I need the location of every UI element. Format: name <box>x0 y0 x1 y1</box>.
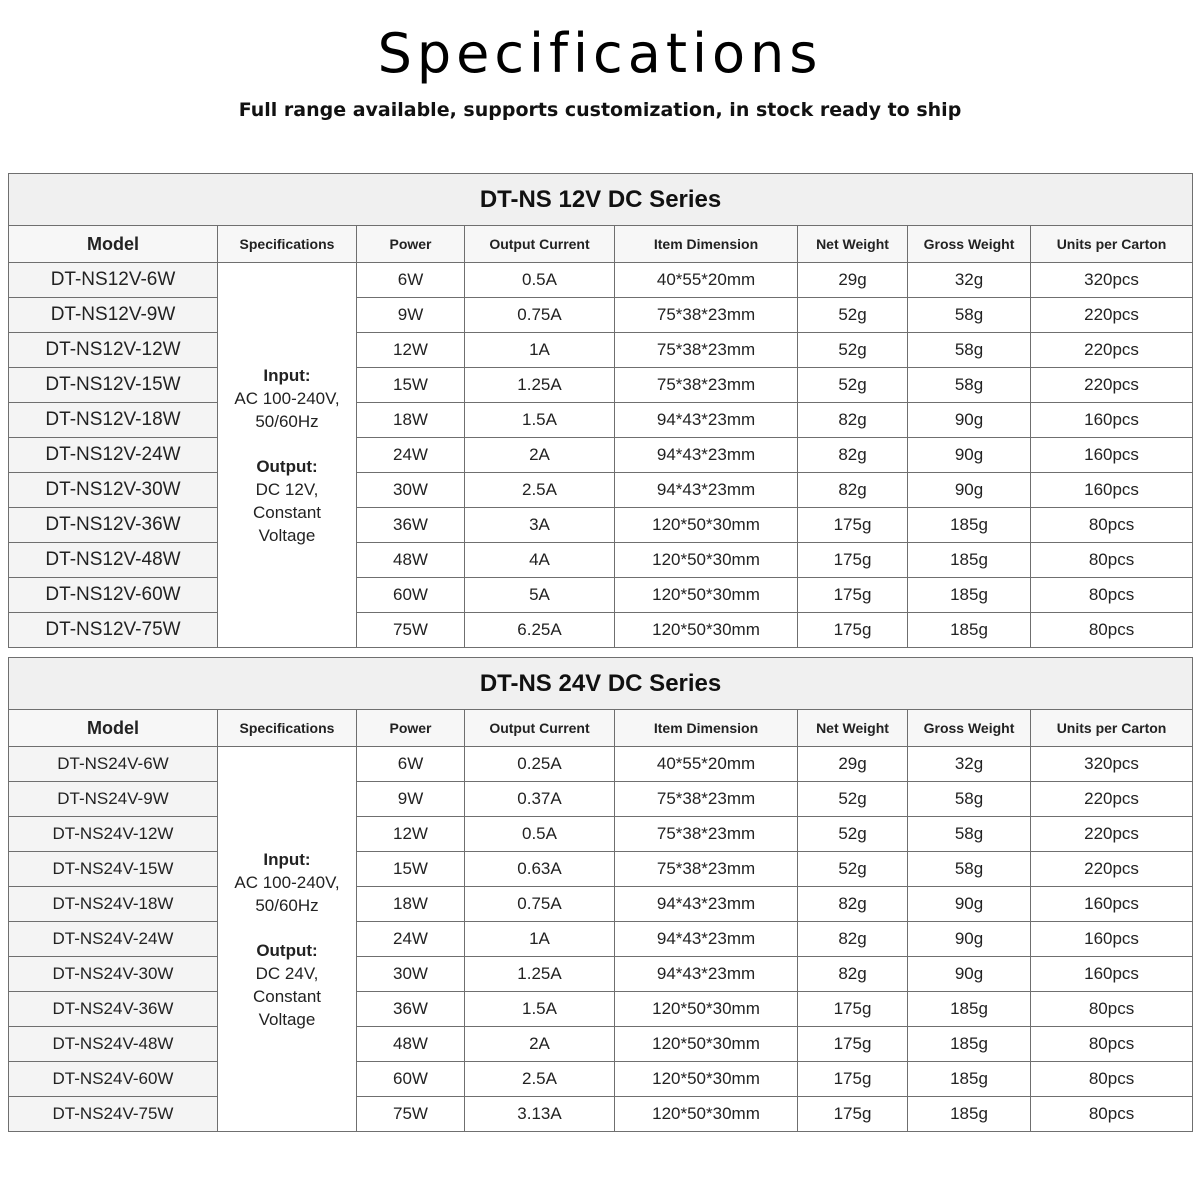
series-table-12v <box>8 173 1193 648</box>
cell-item-dimension: 120*50*30mm <box>615 1062 798 1097</box>
cell-model: DT-NS24V-18W <box>9 887 218 922</box>
header-item-dimension: Item Dimension <box>615 226 798 263</box>
specifications-cell <box>218 263 357 648</box>
header-power: Power <box>357 226 465 263</box>
header-specifications: Specifications <box>218 226 357 263</box>
cell-net-weight: 175g <box>798 543 908 578</box>
cell-gross-weight: 58g <box>908 782 1031 817</box>
cell-item-dimension: 94*43*23mm <box>615 957 798 992</box>
cell-output-current: 2A <box>465 438 615 473</box>
table-row <box>9 922 1193 957</box>
cell-model: DT-NS24V-12W <box>9 817 218 852</box>
cell-power: 12W <box>357 817 465 852</box>
cell-item-dimension: 120*50*30mm <box>615 613 798 648</box>
cell-item-dimension: 75*38*23mm <box>615 368 798 403</box>
cell-output-current: 3A <box>465 508 615 543</box>
cell-units-per-carton: 80pcs <box>1031 1097 1193 1132</box>
cell-item-dimension: 75*38*23mm <box>615 333 798 368</box>
cell-net-weight: 82g <box>798 957 908 992</box>
cell-units-per-carton: 160pcs <box>1031 473 1193 508</box>
cell-output-current: 1.5A <box>465 992 615 1027</box>
cell-gross-weight: 58g <box>908 368 1031 403</box>
cell-item-dimension: 40*55*20mm <box>615 263 798 298</box>
cell-net-weight: 175g <box>798 578 908 613</box>
cell-output-current: 3.13A <box>465 1097 615 1132</box>
table-row <box>9 1027 1193 1062</box>
cell-item-dimension: 75*38*23mm <box>615 782 798 817</box>
cell-model: DT-NS12V-9W <box>9 298 218 333</box>
cell-output-current: 1A <box>465 922 615 957</box>
cell-net-weight: 175g <box>798 992 908 1027</box>
header-gross-weight: Gross Weight <box>908 710 1031 747</box>
cell-item-dimension: 120*50*30mm <box>615 508 798 543</box>
cell-power: 60W <box>357 1062 465 1097</box>
cell-model: DT-NS12V-12W <box>9 333 218 368</box>
table-row <box>9 473 1193 508</box>
cell-item-dimension: 94*43*23mm <box>615 922 798 957</box>
cell-net-weight: 82g <box>798 438 908 473</box>
series-title: DT-NS 24V DC Series <box>9 658 1193 710</box>
header-net-weight: Net Weight <box>798 710 908 747</box>
output-line: Constant <box>252 986 322 1006</box>
cell-output-current: 0.25A <box>465 747 615 782</box>
cell-power: 6W <box>357 747 465 782</box>
header-power: Power <box>357 710 465 747</box>
specifications-cell <box>218 747 357 1132</box>
header-net-weight: Net Weight <box>798 226 908 263</box>
cell-power: 48W <box>357 543 465 578</box>
cell-power: 48W <box>357 1027 465 1062</box>
header-model: Model <box>9 710 218 747</box>
table-row <box>9 782 1193 817</box>
cell-model: DT-NS12V-18W <box>9 403 218 438</box>
cell-net-weight: 175g <box>798 1027 908 1062</box>
cell-output-current: 0.63A <box>465 852 615 887</box>
cell-power: 60W <box>357 578 465 613</box>
cell-units-per-carton: 220pcs <box>1031 817 1193 852</box>
cell-model: DT-NS24V-75W <box>9 1097 218 1132</box>
header-gross-weight: Gross Weight <box>908 226 1031 263</box>
cell-model: DT-NS12V-6W <box>9 263 218 298</box>
cell-net-weight: 175g <box>798 613 908 648</box>
input-line: AC 100-240V, <box>234 872 340 892</box>
cell-item-dimension: 75*38*23mm <box>615 817 798 852</box>
cell-gross-weight: 90g <box>908 438 1031 473</box>
cell-gross-weight: 185g <box>908 1062 1031 1097</box>
table-row <box>9 403 1193 438</box>
cell-model: DT-NS12V-60W <box>9 578 218 613</box>
header-output-current: Output Current <box>465 226 615 263</box>
cell-units-per-carton: 220pcs <box>1031 298 1193 333</box>
input-line: 50/60Hz <box>255 411 319 431</box>
output-line: Voltage <box>258 1009 316 1029</box>
cell-output-current: 4A <box>465 543 615 578</box>
header-units-per-carton: Units per Carton <box>1031 226 1193 263</box>
output-label: Output: <box>256 940 318 960</box>
cell-power: 6W <box>357 263 465 298</box>
cell-item-dimension: 120*50*30mm <box>615 1097 798 1132</box>
cell-units-per-carton: 220pcs <box>1031 333 1193 368</box>
cell-net-weight: 52g <box>798 817 908 852</box>
cell-output-current: 2.5A <box>465 473 615 508</box>
cell-net-weight: 175g <box>798 1062 908 1097</box>
cell-net-weight: 52g <box>798 333 908 368</box>
cell-gross-weight: 90g <box>908 922 1031 957</box>
cell-gross-weight: 58g <box>908 333 1031 368</box>
cell-power: 30W <box>357 957 465 992</box>
cell-item-dimension: 75*38*23mm <box>615 852 798 887</box>
cell-units-per-carton: 80pcs <box>1031 543 1193 578</box>
cell-power: 9W <box>357 298 465 333</box>
cell-power: 24W <box>357 438 465 473</box>
cell-net-weight: 175g <box>798 1097 908 1132</box>
cell-units-per-carton: 160pcs <box>1031 403 1193 438</box>
cell-units-per-carton: 320pcs <box>1031 747 1193 782</box>
spec-spacer <box>218 433 356 455</box>
table-row <box>9 747 1193 782</box>
cell-model: DT-NS24V-15W <box>9 852 218 887</box>
cell-units-per-carton: 160pcs <box>1031 438 1193 473</box>
cell-power: 75W <box>357 1097 465 1132</box>
cell-power: 30W <box>357 473 465 508</box>
cell-item-dimension: 120*50*30mm <box>615 992 798 1027</box>
cell-model: DT-NS24V-48W <box>9 1027 218 1062</box>
cell-units-per-carton: 80pcs <box>1031 613 1193 648</box>
header-row <box>9 226 1193 263</box>
output-label: Output: <box>256 456 318 476</box>
cell-power: 9W <box>357 782 465 817</box>
cell-output-current: 6.25A <box>465 613 615 648</box>
header-item-dimension: Item Dimension <box>615 710 798 747</box>
cell-net-weight: 175g <box>798 508 908 543</box>
table-row <box>9 263 1193 298</box>
cell-output-current: 1A <box>465 333 615 368</box>
cell-units-per-carton: 80pcs <box>1031 508 1193 543</box>
table-row <box>9 1062 1193 1097</box>
cell-output-current: 0.5A <box>465 817 615 852</box>
cell-item-dimension: 120*50*30mm <box>615 1027 798 1062</box>
cell-net-weight: 52g <box>798 782 908 817</box>
cell-net-weight: 52g <box>798 298 908 333</box>
cell-item-dimension: 94*43*23mm <box>615 473 798 508</box>
output-line: Voltage <box>258 525 316 545</box>
input-label: Input: <box>263 365 311 385</box>
cell-gross-weight: 58g <box>908 817 1031 852</box>
cell-gross-weight: 185g <box>908 992 1031 1027</box>
cell-item-dimension: 94*43*23mm <box>615 887 798 922</box>
cell-model: DT-NS24V-6W <box>9 747 218 782</box>
page-subtitle: Full range available, supports customization, in stock ready to ship <box>238 99 962 121</box>
cell-gross-weight: 185g <box>908 508 1031 543</box>
cell-model: DT-NS24V-9W <box>9 782 218 817</box>
cell-net-weight: 82g <box>798 887 908 922</box>
cell-model: DT-NS24V-60W <box>9 1062 218 1097</box>
cell-model: DT-NS24V-24W <box>9 922 218 957</box>
header-model: Model <box>9 226 218 263</box>
cell-units-per-carton: 160pcs <box>1031 887 1193 922</box>
table-row <box>9 543 1193 578</box>
input-line: AC 100-240V, <box>234 388 340 408</box>
cell-gross-weight: 90g <box>908 473 1031 508</box>
cell-output-current: 0.75A <box>465 298 615 333</box>
cell-units-per-carton: 220pcs <box>1031 782 1193 817</box>
table-row <box>9 613 1193 648</box>
header-output-current: Output Current <box>465 710 615 747</box>
cell-gross-weight: 32g <box>908 747 1031 782</box>
cell-gross-weight: 185g <box>908 578 1031 613</box>
cell-model: DT-NS12V-30W <box>9 473 218 508</box>
cell-model: DT-NS12V-15W <box>9 368 218 403</box>
cell-units-per-carton: 160pcs <box>1031 957 1193 992</box>
table-row <box>9 817 1193 852</box>
cell-gross-weight: 185g <box>908 1027 1031 1062</box>
table-row <box>9 887 1193 922</box>
page-title: Specifications <box>377 22 823 85</box>
cell-model: DT-NS12V-75W <box>9 613 218 648</box>
cell-net-weight: 82g <box>798 922 908 957</box>
cell-output-current: 0.75A <box>465 887 615 922</box>
cell-power: 15W <box>357 368 465 403</box>
cell-gross-weight: 185g <box>908 613 1031 648</box>
cell-units-per-carton: 220pcs <box>1031 368 1193 403</box>
table-row <box>9 368 1193 403</box>
table-row <box>9 298 1193 333</box>
cell-units-per-carton: 160pcs <box>1031 922 1193 957</box>
cell-power: 18W <box>357 403 465 438</box>
series-title: DT-NS 12V DC Series <box>9 174 1193 226</box>
cell-model: DT-NS12V-24W <box>9 438 218 473</box>
table-row <box>9 438 1193 473</box>
table-row <box>9 578 1193 613</box>
cell-net-weight: 52g <box>798 852 908 887</box>
cell-item-dimension: 94*43*23mm <box>615 438 798 473</box>
cell-model: DT-NS24V-36W <box>9 992 218 1027</box>
cell-units-per-carton: 80pcs <box>1031 578 1193 613</box>
cell-item-dimension: 94*43*23mm <box>615 403 798 438</box>
output-line: DC 12V, <box>255 479 319 499</box>
cell-gross-weight: 32g <box>908 263 1031 298</box>
cell-units-per-carton: 80pcs <box>1031 1062 1193 1097</box>
cell-power: 18W <box>357 887 465 922</box>
header-units-per-carton: Units per Carton <box>1031 710 1193 747</box>
cell-net-weight: 82g <box>798 403 908 438</box>
header-row <box>9 710 1193 747</box>
cell-gross-weight: 58g <box>908 298 1031 333</box>
cell-net-weight: 29g <box>798 747 908 782</box>
cell-item-dimension: 120*50*30mm <box>615 543 798 578</box>
cell-output-current: 0.5A <box>465 263 615 298</box>
table-row <box>9 957 1193 992</box>
spec-spacer <box>218 917 356 939</box>
table-row <box>9 852 1193 887</box>
output-line: Constant <box>252 502 322 522</box>
cell-output-current: 2A <box>465 1027 615 1062</box>
cell-output-current: 1.25A <box>465 957 615 992</box>
cell-item-dimension: 40*55*20mm <box>615 747 798 782</box>
input-line: 50/60Hz <box>255 895 319 915</box>
cell-power: 75W <box>357 613 465 648</box>
cell-item-dimension: 120*50*30mm <box>615 578 798 613</box>
cell-gross-weight: 90g <box>908 403 1031 438</box>
cell-gross-weight: 185g <box>908 1097 1031 1132</box>
cell-power: 36W <box>357 992 465 1027</box>
output-line: DC 24V, <box>255 963 319 983</box>
cell-power: 12W <box>357 333 465 368</box>
cell-model: DT-NS12V-48W <box>9 543 218 578</box>
series-table-24v <box>8 657 1193 1132</box>
cell-power: 15W <box>357 852 465 887</box>
cell-item-dimension: 75*38*23mm <box>615 298 798 333</box>
input-label: Input: <box>263 849 311 869</box>
cell-units-per-carton: 80pcs <box>1031 1027 1193 1062</box>
cell-units-per-carton: 320pcs <box>1031 263 1193 298</box>
cell-gross-weight: 185g <box>908 543 1031 578</box>
table-row <box>9 333 1193 368</box>
table-row <box>9 508 1193 543</box>
cell-output-current: 0.37A <box>465 782 615 817</box>
cell-net-weight: 82g <box>798 473 908 508</box>
cell-power: 36W <box>357 508 465 543</box>
table-row <box>9 1097 1193 1132</box>
cell-net-weight: 29g <box>798 263 908 298</box>
cell-output-current: 1.25A <box>465 368 615 403</box>
cell-units-per-carton: 80pcs <box>1031 992 1193 1027</box>
cell-output-current: 2.5A <box>465 1062 615 1097</box>
cell-gross-weight: 90g <box>908 957 1031 992</box>
table-row <box>9 992 1193 1027</box>
cell-gross-weight: 90g <box>908 887 1031 922</box>
cell-units-per-carton: 220pcs <box>1031 852 1193 887</box>
cell-net-weight: 52g <box>798 368 908 403</box>
header-specifications: Specifications <box>218 710 357 747</box>
cell-power: 24W <box>357 922 465 957</box>
cell-model: DT-NS24V-30W <box>9 957 218 992</box>
cell-output-current: 5A <box>465 578 615 613</box>
cell-model: DT-NS12V-36W <box>9 508 218 543</box>
cell-output-current: 1.5A <box>465 403 615 438</box>
cell-gross-weight: 58g <box>908 852 1031 887</box>
